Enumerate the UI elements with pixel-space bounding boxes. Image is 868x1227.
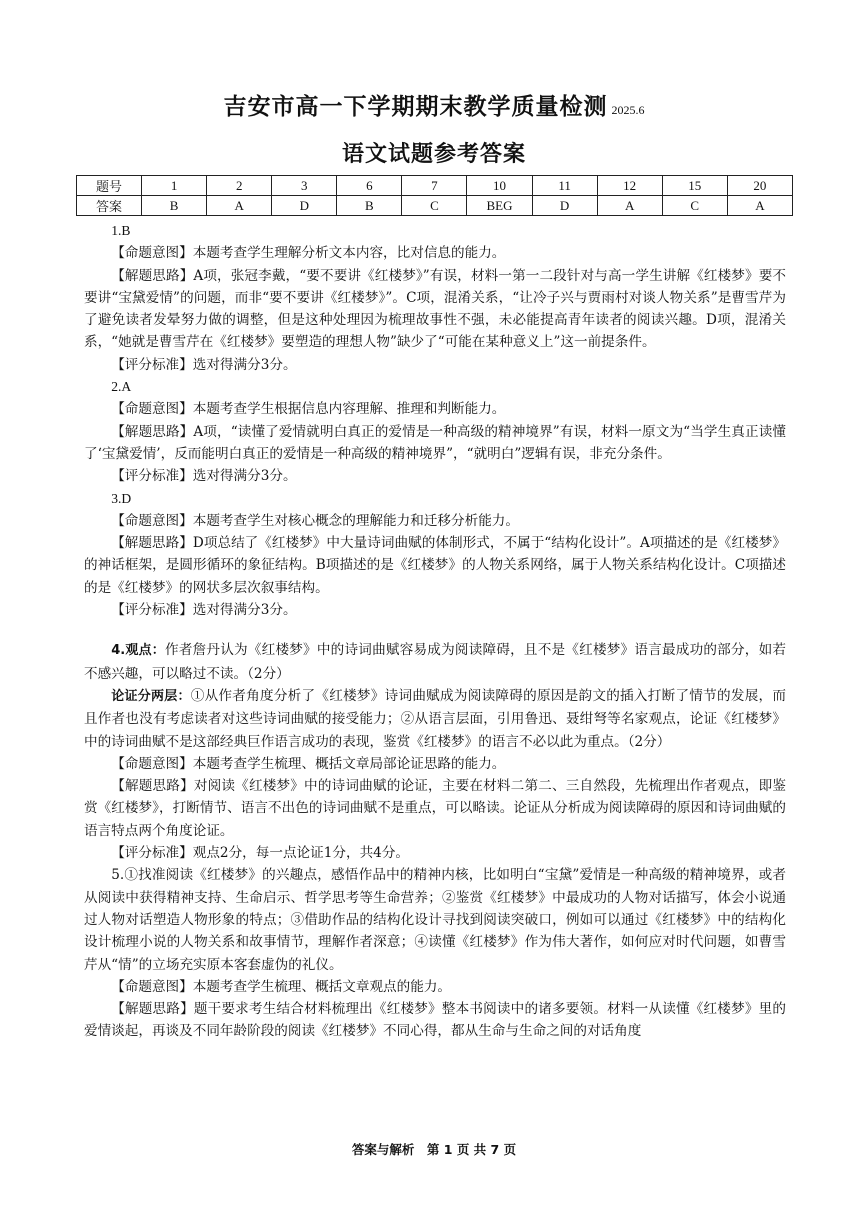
q1-intent: 【命题意图】本题考查学生理解分析文本内容，比对信息的能力。 [111, 245, 506, 262]
q4-analysis: 【解题思路】对阅读《红楼梦》中的诗词曲赋的论证，主要在材料二第二、三自然段，先梳理出作者观点，即鉴赏《红楼梦》，打断情节、语言不出色的诗词曲赋不是重点，可以略读。论证从分析成为阅读障碍的原因和诗词曲赋的语言特点两个角度论证。 [84, 778, 786, 839]
q3-analysis: 【解题思路】D项总结了《红楼梦》中大量诗词曲赋的体制形式，不属于“结构化设计”。A项描述的是《红楼梦》的神话框架，是圆形循环的象征结构。B项描述的是《红楼梦》的人物关系网络，属于人物关系结构化设计。C项描述的是《红楼梦》的网状多层次叙事结构。 [84, 535, 786, 596]
q1-answer: 1.B [111, 223, 131, 238]
page-footer: 答案与解析 第 1 页 共 7 页 [351, 1142, 517, 1157]
q4-argument-text: ①从作者角度分析了《红楼梦》诗词曲赋成为阅读障碍的原因是韵文的插入打断了情节的发展，而且作者也没有考虑读者对这些诗词曲赋的接受能力；②从语言层面，引用鲁迅、聂绀弩等名家观点，论证《红楼梦》中的诗词曲赋不是这部经典巨作语言成功的表现，鉴赏《红楼梦》的语言不必以此为重点。（2分） [84, 687, 786, 750]
answer-cell: D [272, 196, 337, 216]
answer-key-table [76, 175, 793, 216]
question-number-cell: 20 [727, 176, 792, 196]
answer-cell: D [532, 196, 597, 216]
question-number-cell: 12 [597, 176, 662, 196]
answer-cell: B [337, 196, 402, 216]
q2-answer: 2.A [111, 379, 132, 395]
question-number-cell: 15 [662, 176, 727, 196]
q5-answer: 5.①找准阅读《红楼梦》的兴趣点，感悟作品中的精神内核，比如明白“宝黛”爱情是一种高级的精神境界，或者从阅读中获得精神支持、生命启示、哲学思考等生命营养；②鉴赏《红楼梦》中最成功的人物对话描写，体会小说通过人物对话塑造人物形象的特点；③借助作品的结构化设计寻找到阅读突破口，例如可以通过《红楼梦》中的结构化设计梳理小说的人物关系和故事情节，理解作者深意；④读懂《红楼梦》作为伟大著作，如何应对时代问题，如曹雪芹从“情”的立场充实原本客套虚伪的礼仪。 [84, 867, 786, 973]
answer-cell: C [662, 196, 727, 216]
title-text: 吉安市高一下学期期末教学质量检测 [223, 94, 608, 120]
q4-intent: 【命题意图】本题考查学生梳理、概括文章局部论证思路的能力。 [111, 755, 506, 772]
row-header-question: 题号 [77, 176, 142, 196]
title-date: 2025.6 [611, 103, 645, 117]
answer-cell: A [727, 196, 792, 216]
answer-cell: A [597, 196, 662, 216]
question-number-cell: 3 [272, 176, 337, 196]
q2-analysis: 【解题思路】A项，“读懂了爱情就明白真正的爱情是一种高级的精神境界”有误，材料一原文为“当学生真正读懂了‘宝黛爱情’，反而能明白真正的爱情是一种高级的精神境界”，“就明白”逻辑有误，非充分条件。 [84, 423, 786, 462]
q5-intent: 【命题意图】本题考查学生梳理、概括文章观点的能力。 [111, 978, 452, 995]
answer-explanations [84, 220, 786, 1043]
question-number-cell: 10 [467, 176, 532, 196]
q1-analysis: 【解题思路】A项，张冠李戴，“要不要讲《红楼梦》”有误，材料一第一二段针对与高一学生讲解《红楼梦》要不要讲“宝黛爱情”的问题，而非“要不要讲《红楼梦》”。C项，混淆关系，“让冷子兴与贾雨村对谈人物关系”是曹雪芹为了避免读者发晕努力做的调整，但是这种处理因为梳理故事性不强，未必能提高青年读者的阅读兴趣。D项，混淆关系，“她就是曹雪芹在《红楼梦》要塑造的理想人物”缺少了“可能在某种意义上”这一前提条件。 [84, 267, 786, 351]
q2-scoring: 【评分标准】选对得满分3分。 [111, 468, 297, 485]
row-header-answer: 答案 [77, 196, 142, 216]
q1-scoring: 【评分标准】选对得满分3分。 [111, 356, 297, 373]
document-subtitle: 语文试题参考答案 [341, 142, 526, 167]
q3-intent: 【命题意图】本题考查学生对核心概念的理解能力和迁移分析能力。 [111, 512, 519, 529]
question-number-row [77, 176, 793, 196]
q4-scoring: 【评分标准】观点2分，每一点论证1分，共4分。 [111, 845, 410, 862]
question-number-cell: 11 [532, 176, 597, 196]
q2-intent: 【命题意图】本题考查学生根据信息内容理解、推理和判断能力。 [111, 401, 506, 418]
q4-argument [84, 685, 786, 753]
q4-viewpoint-label: 4.观点： [111, 643, 166, 659]
question-number-cell: 7 [402, 176, 467, 196]
q4-viewpoint-text: 作者詹丹认为《红楼梦》中的诗词曲赋容易成为阅读障碍，且不是《红楼梦》语言最成功的部分，如若不感兴趣，可以略过不读。（2分） [84, 642, 786, 682]
question-number-cell: 6 [337, 176, 402, 196]
answer-cell: C [402, 196, 467, 216]
answer-cell: A [207, 196, 272, 216]
q3-scoring: 【评分标准】选对得满分3分。 [111, 602, 297, 619]
answer-row [77, 196, 793, 216]
question-number-cell: 1 [142, 176, 207, 196]
q4-argument-label: 论证分两层： [111, 688, 191, 704]
answer-cell: BEG [467, 196, 532, 216]
q5-analysis: 【解题思路】题干要求考生结合材料梳理出《红楼梦》整本书阅读中的诸多要领。材料一从读懂《红楼梦》里的爱情谈起，再谈及不同年龄阶段的阅读《红楼梦》不同心得，都从生命与生命之间的对话角度 [84, 1001, 786, 1040]
q3-answer: 3.D [111, 490, 132, 506]
section-gap [84, 621, 786, 639]
document-title [0, 88, 868, 121]
q4-viewpoint [84, 639, 786, 685]
question-number-cell: 2 [207, 176, 272, 196]
answer-cell: B [142, 196, 207, 216]
